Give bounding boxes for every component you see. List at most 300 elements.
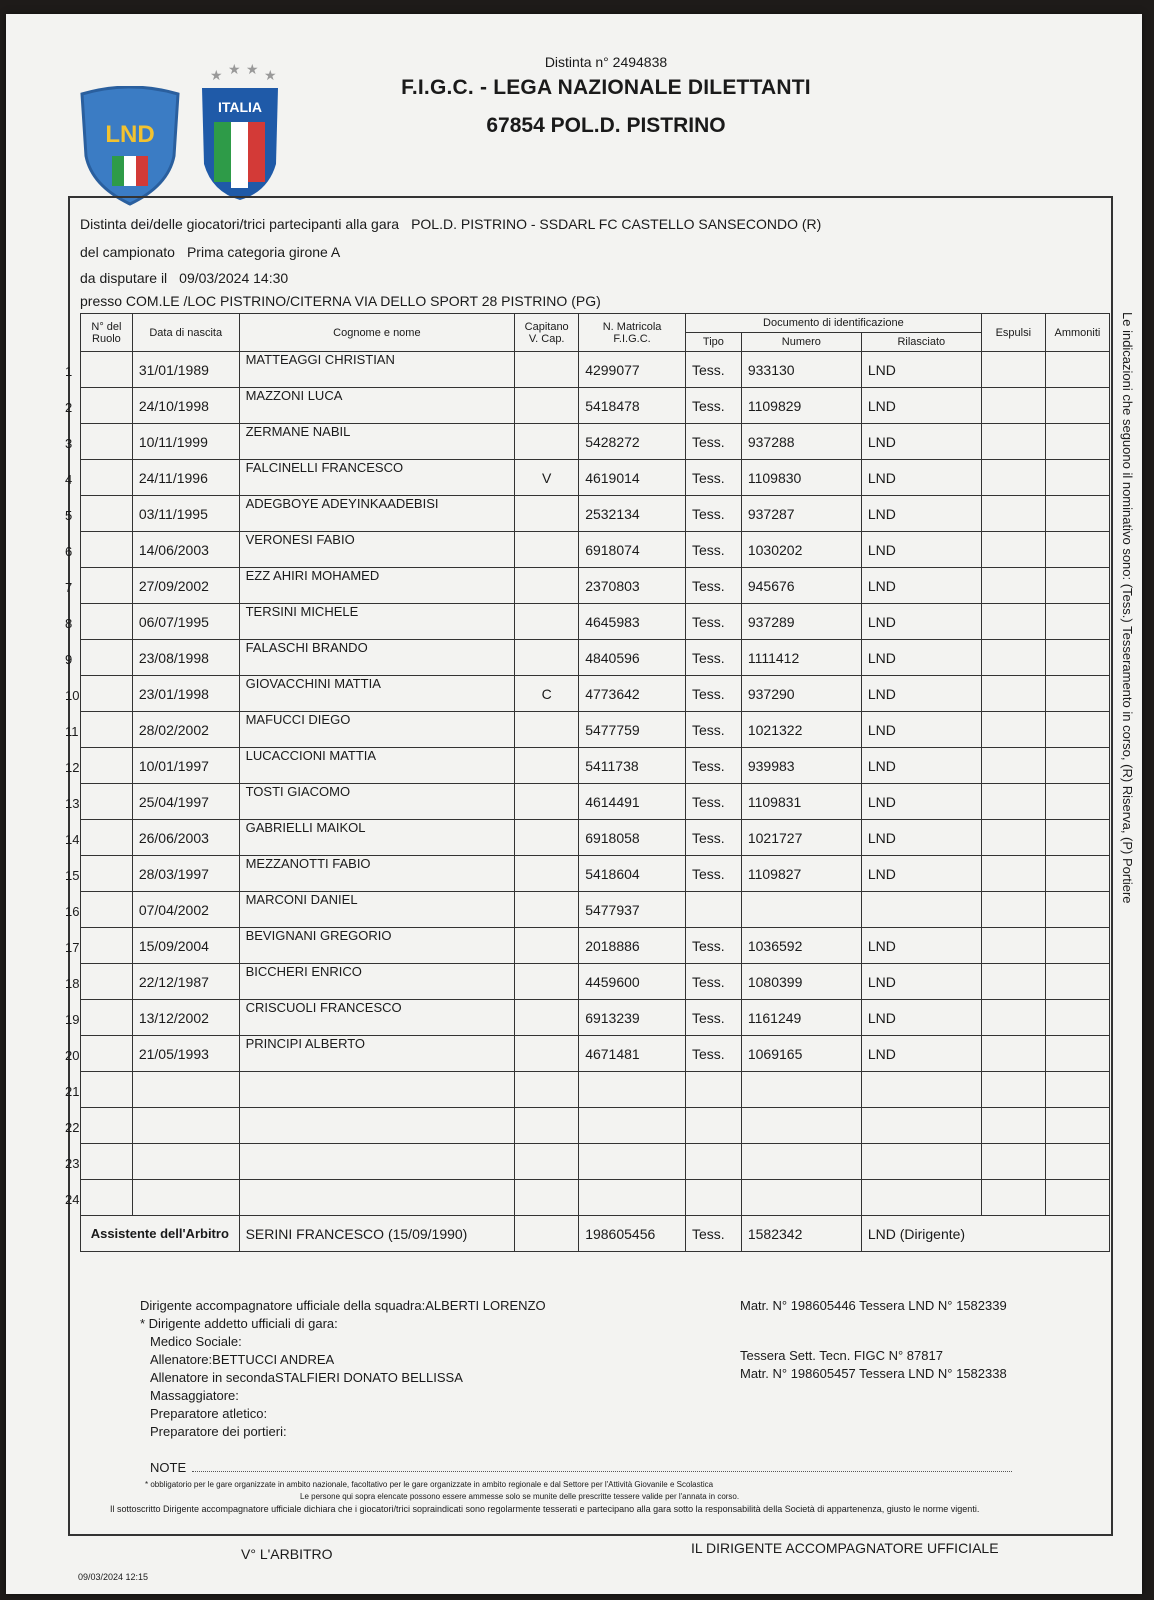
cell-esp xyxy=(981,712,1045,748)
cell-nasc: 14/06/2003 xyxy=(132,532,239,568)
cell-cap xyxy=(515,928,579,964)
cell-nasc: 28/03/1997 xyxy=(132,856,239,892)
cell-nasc: 10/11/1999 xyxy=(132,424,239,460)
table-row xyxy=(81,532,1110,568)
row-number: 24 xyxy=(65,1192,80,1207)
cell-tipo xyxy=(685,1108,741,1144)
row-number: 7 xyxy=(65,580,73,595)
cell-num: 937289 xyxy=(741,604,861,640)
cell-amm xyxy=(1045,496,1109,532)
cell-tipo: Tess. xyxy=(685,640,741,676)
cell-tipo: Tess. xyxy=(685,676,741,712)
cell-amm xyxy=(1045,1180,1109,1216)
cell-ril: LND xyxy=(861,388,981,424)
cell-esp xyxy=(981,784,1045,820)
cell-matr: 5418478 xyxy=(579,388,686,424)
col-documento: Documento di identificazione xyxy=(685,314,981,333)
cell-ruolo xyxy=(65,604,133,640)
table-row xyxy=(81,568,1110,604)
cell-num: 1109831 xyxy=(741,784,861,820)
row-number: 3 xyxy=(65,436,73,451)
svg-text:★: ★ xyxy=(264,67,277,83)
assistente-ril: LND (Dirigente) xyxy=(861,1216,1109,1252)
cell-nasc xyxy=(132,1180,239,1216)
assistente-row xyxy=(81,1216,1110,1252)
cell-ril: LND xyxy=(861,496,981,532)
cell-num: 1036592 xyxy=(741,928,861,964)
cell-esp xyxy=(981,568,1045,604)
row-number: 12 xyxy=(65,760,80,775)
cell-cap xyxy=(515,784,579,820)
cell-nome xyxy=(239,1144,515,1180)
cell-nome: MATTEAGGI CHRISTIAN xyxy=(239,352,515,388)
table-row xyxy=(81,496,1110,532)
cell-ril: LND xyxy=(861,1000,981,1036)
cell-nasc: 15/09/2004 xyxy=(132,928,239,964)
cell-esp xyxy=(981,676,1045,712)
cell-num xyxy=(741,1180,861,1216)
row-number: 11 xyxy=(65,724,79,739)
cell-nasc: 07/04/2002 xyxy=(132,892,239,928)
cell-esp xyxy=(981,460,1045,496)
cell-nome: TOSTI GIACOMO xyxy=(239,784,515,820)
cell-cap xyxy=(515,424,579,460)
cell-nome: ADEGBOYE ADEYINKAADEBISI xyxy=(239,496,515,532)
row-number: 6 xyxy=(65,544,73,559)
cell-amm xyxy=(1045,388,1109,424)
cell-amm xyxy=(1045,892,1109,928)
cell-ruolo xyxy=(65,352,133,388)
cell-tipo: Tess. xyxy=(685,964,741,1000)
cell-cap xyxy=(515,1036,579,1072)
cell-cap xyxy=(515,532,579,568)
cell-matr: 6918074 xyxy=(579,532,686,568)
cell-esp xyxy=(981,424,1045,460)
cell-ruolo xyxy=(65,640,133,676)
table-row xyxy=(81,1072,1110,1108)
cell-cap xyxy=(515,1180,579,1216)
cell-ril: LND xyxy=(861,424,981,460)
col-capitano: Capitano V. Cap. xyxy=(515,314,579,352)
cell-cap xyxy=(515,856,579,892)
cell-matr: 6918058 xyxy=(579,820,686,856)
cell-nome: MAFUCCI DIEGO xyxy=(239,712,515,748)
cell-esp xyxy=(981,1108,1045,1144)
row-number: 19 xyxy=(65,1012,80,1027)
cell-matr xyxy=(579,1108,686,1144)
cell-amm xyxy=(1045,1144,1109,1180)
cell-ril: LND xyxy=(861,784,981,820)
staff-dirigente-matr: Matr. N° 198605446 Tessera LND N° 1582339 xyxy=(740,1298,1007,1313)
cell-matr: 4840596 xyxy=(579,640,686,676)
players-table xyxy=(65,313,1110,1252)
cell-ruolo xyxy=(65,388,133,424)
cell-num: 1069165 xyxy=(741,1036,861,1072)
cell-matr: 4619014 xyxy=(579,460,686,496)
cell-esp xyxy=(981,1036,1045,1072)
cell-amm xyxy=(1045,676,1109,712)
table-row xyxy=(81,676,1110,712)
cell-amm xyxy=(1045,1108,1109,1144)
cell-num: 1161249 xyxy=(741,1000,861,1036)
cell-tipo: Tess. xyxy=(685,928,741,964)
cell-ril: LND xyxy=(861,748,981,784)
cell-matr xyxy=(579,1144,686,1180)
cell-amm xyxy=(1045,640,1109,676)
cell-tipo: Tess. xyxy=(685,604,741,640)
cell-ruolo xyxy=(65,892,133,928)
cell-matr: 2532134 xyxy=(579,496,686,532)
cell-nome: MARCONI DANIEL xyxy=(239,892,515,928)
cell-amm xyxy=(1045,784,1109,820)
cell-num: 1021322 xyxy=(741,712,861,748)
cell-nasc: 31/01/1989 xyxy=(132,352,239,388)
cell-nome: GABRIELLI MAIKOL xyxy=(239,820,515,856)
table-row xyxy=(81,784,1110,820)
cell-nasc xyxy=(132,1144,239,1180)
table-row xyxy=(81,604,1110,640)
cell-esp xyxy=(981,856,1045,892)
cell-ril: LND xyxy=(861,712,981,748)
staff-massaggiatore: Massaggiatore: xyxy=(150,1388,239,1403)
cell-nasc xyxy=(132,1108,239,1144)
cell-ruolo xyxy=(65,460,133,496)
cell-esp xyxy=(981,1180,1045,1216)
cell-ril: LND xyxy=(861,568,981,604)
cell-nasc: 06/07/1995 xyxy=(132,604,239,640)
cell-ruolo xyxy=(65,1072,133,1108)
cell-num: 1111412 xyxy=(741,640,861,676)
cell-ril: LND xyxy=(861,640,981,676)
cell-nome: ZERMANE NABIL xyxy=(239,424,515,460)
cell-cap: V xyxy=(515,460,579,496)
cell-num: 945676 xyxy=(741,568,861,604)
cell-ruolo xyxy=(65,568,133,604)
cell-tipo xyxy=(685,892,741,928)
cell-nome: MEZZANOTTI FABIO xyxy=(239,856,515,892)
cell-nome: LUCACCIONI MATTIA xyxy=(239,748,515,784)
cell-num: 1109827 xyxy=(741,856,861,892)
cell-matr: 5477759 xyxy=(579,712,686,748)
table-row xyxy=(81,712,1110,748)
col-ammoniti: Ammoniti xyxy=(1045,314,1109,352)
col-numero: Numero xyxy=(741,333,861,352)
cell-matr: 2018886 xyxy=(579,928,686,964)
row-number: 8 xyxy=(65,616,73,631)
cell-tipo: Tess. xyxy=(685,712,741,748)
table-row xyxy=(81,388,1110,424)
row-number: 4 xyxy=(65,472,73,487)
cell-nome: VERONESI FABIO xyxy=(239,532,515,568)
staff-allenatore: Allenatore:BETTUCCI ANDREA xyxy=(150,1352,335,1367)
cell-num: 939983 xyxy=(741,748,861,784)
svg-text:LND: LND xyxy=(105,121,155,148)
cell-matr: 4773642 xyxy=(579,676,686,712)
distinta-sheet xyxy=(6,14,1142,1594)
row-number: 2 xyxy=(65,400,73,415)
staff-dirigente: Dirigente accompagnatore ufficiale della squadra:ALBERTI LORENZO xyxy=(140,1298,546,1313)
cell-matr xyxy=(579,1180,686,1216)
cell-ril xyxy=(861,1108,981,1144)
cell-ruolo xyxy=(65,676,133,712)
cell-ril: LND xyxy=(861,532,981,568)
cell-nasc: 22/12/1987 xyxy=(132,964,239,1000)
cell-matr: 4645983 xyxy=(579,604,686,640)
table-row xyxy=(81,748,1110,784)
table-row xyxy=(81,1000,1110,1036)
info-campionato: del campionato Prima categoria girone A xyxy=(80,244,341,260)
cell-tipo: Tess. xyxy=(685,1036,741,1072)
cell-matr: 5477937 xyxy=(579,892,686,928)
cell-ruolo xyxy=(65,424,133,460)
row-number: 15 xyxy=(65,868,80,883)
col-matricola: N. Matricola F.I.G.C. xyxy=(579,314,686,352)
staff-preparatore: Preparatore atletico: xyxy=(150,1406,268,1421)
row-number: 21 xyxy=(65,1084,80,1099)
svg-text:★: ★ xyxy=(246,64,259,77)
cell-matr: 5428272 xyxy=(579,424,686,460)
svg-text:★: ★ xyxy=(210,67,223,83)
cell-nome xyxy=(239,1072,515,1108)
cell-tipo: Tess. xyxy=(685,496,741,532)
table-row xyxy=(81,460,1110,496)
cell-cap xyxy=(515,496,579,532)
cell-nasc: 03/11/1995 xyxy=(132,496,239,532)
staff-medico: Medico Sociale: xyxy=(150,1334,242,1349)
table-row xyxy=(81,1108,1110,1144)
cell-nome xyxy=(239,1180,515,1216)
svg-text:ITALIA: ITALIA xyxy=(217,99,263,115)
cell-esp xyxy=(981,388,1045,424)
cell-num xyxy=(741,1144,861,1180)
cell-ruolo xyxy=(65,1108,133,1144)
cell-esp xyxy=(981,640,1045,676)
row-number: 10 xyxy=(65,688,80,703)
cell-nome xyxy=(239,1108,515,1144)
info-data: da disputare il 09/03/2024 14:30 xyxy=(80,270,289,286)
cell-ruolo xyxy=(65,748,133,784)
cell-cap xyxy=(515,1108,579,1144)
cell-cap xyxy=(515,712,579,748)
cell-ruolo xyxy=(65,712,133,748)
cell-esp xyxy=(981,964,1045,1000)
row-number: 14 xyxy=(65,832,80,847)
assistente-matr: 198605456 xyxy=(579,1216,686,1252)
dirigente-signature-label: IL DIRIGENTE ACCOMPAGNATORE UFFICIALE xyxy=(691,1540,999,1556)
cell-tipo xyxy=(685,1144,741,1180)
cell-tipo: Tess. xyxy=(685,820,741,856)
cell-num xyxy=(741,1072,861,1108)
table-row xyxy=(81,856,1110,892)
cell-tipo: Tess. xyxy=(685,784,741,820)
cell-tipo: Tess. xyxy=(685,568,741,604)
table-row xyxy=(81,1144,1110,1180)
declaration: Il sottoscritto Dirigente accompagnatore ufficiale dichiara che i giocatori/trici sopraindicati sono regolarmente tesserati e partecipano alla gara sotto la responsabilità della Società di appartenenza, giusto le norme vigenti. xyxy=(110,1504,980,1514)
cell-esp xyxy=(981,892,1045,928)
cell-esp xyxy=(981,532,1045,568)
cell-esp xyxy=(981,604,1045,640)
row-number: 20 xyxy=(65,1048,80,1063)
footnote-1: * obbligatorio per le gare organizzate in ambito nazionale, facoltativo per le gare organizzate in ambito regionale e dal Settore per l'Attività Giovanile e Scolastica xyxy=(145,1480,714,1489)
cell-cap xyxy=(515,388,579,424)
assistente-num: 1582342 xyxy=(741,1216,861,1252)
legend-sidebar: Le indicazioni che seguono il nominativo sono: (Tess.) Tesseramento in corso, (R) Riserva, (P) Portiere xyxy=(1120,312,1135,904)
cell-cap xyxy=(515,640,579,676)
cell-num: 1080399 xyxy=(741,964,861,1000)
cell-ruolo xyxy=(65,1036,133,1072)
cell-num: 1021727 xyxy=(741,820,861,856)
cell-amm xyxy=(1045,820,1109,856)
cell-nasc: 23/08/1998 xyxy=(132,640,239,676)
cell-nome: BICCHERI ENRICO xyxy=(239,964,515,1000)
table-row xyxy=(81,928,1110,964)
cell-ril: LND xyxy=(861,928,981,964)
note-label: NOTE xyxy=(150,1460,1012,1475)
cell-nasc: 13/12/2002 xyxy=(132,1000,239,1036)
cell-ril xyxy=(861,1144,981,1180)
cell-esp xyxy=(981,1144,1045,1180)
distinta-number: Distinta n° 2494838 xyxy=(544,54,668,70)
cell-nasc: 28/02/2002 xyxy=(132,712,239,748)
row-number: 18 xyxy=(65,976,80,991)
cell-nasc: 10/01/1997 xyxy=(132,748,239,784)
cell-ril: LND xyxy=(861,964,981,1000)
staff-seconda: Allenatore in secondaSTALFIERI DONATO BELLISSA xyxy=(150,1370,463,1385)
cell-nome: PRINCIPI ALBERTO xyxy=(239,1036,515,1072)
row-number: 16 xyxy=(65,904,80,919)
cell-tipo: Tess. xyxy=(685,424,741,460)
cell-tipo: Tess. xyxy=(685,748,741,784)
cell-ruolo xyxy=(65,784,133,820)
cell-amm xyxy=(1045,856,1109,892)
cell-matr: 4614491 xyxy=(579,784,686,820)
cell-cap xyxy=(515,1144,579,1180)
row-number: 17 xyxy=(65,940,80,955)
cell-amm xyxy=(1045,532,1109,568)
cell-nome: CRISCUOLI FRANCESCO xyxy=(239,1000,515,1036)
print-timestamp: 09/03/2024 12:15 xyxy=(78,1572,149,1582)
cell-cap xyxy=(515,964,579,1000)
row-number: 13 xyxy=(65,796,80,811)
cell-nome: FALCINELLI FRANCESCO xyxy=(239,460,515,496)
cell-esp xyxy=(981,748,1045,784)
cell-ruolo xyxy=(65,964,133,1000)
table-row xyxy=(81,640,1110,676)
cell-cap: C xyxy=(515,676,579,712)
cell-nasc: 25/04/1997 xyxy=(132,784,239,820)
cell-amm xyxy=(1045,352,1109,388)
cell-tipo xyxy=(685,1180,741,1216)
cell-cap xyxy=(515,1000,579,1036)
cell-nome: FALASCHI BRANDO xyxy=(239,640,515,676)
gara-value: POL.D. PISTRINO - SSDARL FC CASTELLO SANSECONDO (R) xyxy=(411,216,822,232)
team-name: 67854 POL.D. PISTRINO xyxy=(486,114,726,137)
cell-cap xyxy=(515,748,579,784)
cell-ril xyxy=(861,892,981,928)
cell-nome: TERSINI MICHELE xyxy=(239,604,515,640)
cell-num: 1030202 xyxy=(741,532,861,568)
document-header xyxy=(346,54,866,138)
cell-matr: 5411738 xyxy=(579,748,686,784)
cell-ril: LND xyxy=(861,460,981,496)
cell-cap xyxy=(515,604,579,640)
cell-ril: LND xyxy=(861,352,981,388)
cell-ruolo xyxy=(65,1000,133,1036)
cell-num: 1109830 xyxy=(741,460,861,496)
row-number: 5 xyxy=(65,508,73,523)
staff-allenatore-tessera: Tessera Sett. Tecn. FIGC N° 87817 xyxy=(740,1348,943,1363)
cell-nasc: 23/01/1998 xyxy=(132,676,239,712)
cell-ril xyxy=(861,1072,981,1108)
cell-ruolo xyxy=(65,496,133,532)
main-frame xyxy=(65,196,1113,1536)
cell-amm xyxy=(1045,964,1109,1000)
table-row xyxy=(81,1180,1110,1216)
cell-cap xyxy=(515,820,579,856)
cell-num: 933130 xyxy=(741,352,861,388)
cell-ruolo xyxy=(65,532,133,568)
cell-ruolo xyxy=(65,1180,133,1216)
col-tipo: Tipo xyxy=(685,333,741,352)
cell-tipo: Tess. xyxy=(685,352,741,388)
row-number: 23 xyxy=(65,1156,80,1171)
assistente-label: Assistente dell'Arbitro xyxy=(81,1216,240,1252)
cell-tipo: Tess. xyxy=(685,460,741,496)
cell-matr: 4671481 xyxy=(579,1036,686,1072)
cell-tipo: Tess. xyxy=(685,388,741,424)
cell-amm xyxy=(1045,928,1109,964)
cell-nome: GIOVACCHINI MATTIA xyxy=(239,676,515,712)
cell-amm xyxy=(1045,1072,1109,1108)
footnote-2: Le persone qui sopra elencate possono essere ammesse solo se munite delle prescritte tessere valide per l'annata in corso. xyxy=(300,1492,740,1501)
cell-nasc: 24/10/1998 xyxy=(132,388,239,424)
cell-num: 1109829 xyxy=(741,388,861,424)
table-row xyxy=(81,964,1110,1000)
cell-nome: EZZ AHIRI MOHAMED xyxy=(239,568,515,604)
cell-amm xyxy=(1045,604,1109,640)
cell-ruolo xyxy=(65,856,133,892)
table-row xyxy=(81,820,1110,856)
cell-nasc: 27/09/2002 xyxy=(132,568,239,604)
cell-ril xyxy=(861,1180,981,1216)
cell-amm xyxy=(1045,1036,1109,1072)
cell-ruolo xyxy=(65,928,133,964)
cell-tipo: Tess. xyxy=(685,856,741,892)
table-row xyxy=(81,424,1110,460)
cell-num xyxy=(741,1108,861,1144)
cell-matr: 5418604 xyxy=(579,856,686,892)
cell-amm xyxy=(1045,568,1109,604)
cell-cap xyxy=(515,1072,579,1108)
cell-esp xyxy=(981,352,1045,388)
staff-seconda-matr: Matr. N° 198605457 Tessera LND N° 1582338 xyxy=(740,1366,1007,1381)
arbitro-signature-label: V° L'ARBITRO xyxy=(241,1546,333,1562)
cell-matr: 4459600 xyxy=(579,964,686,1000)
cell-ril: LND xyxy=(861,604,981,640)
cell-num: 937290 xyxy=(741,676,861,712)
cell-ril: LND xyxy=(861,820,981,856)
row-number: 22 xyxy=(65,1120,80,1135)
document-title: F.I.G.C. - LEGA NAZIONALE DILETTANTI xyxy=(401,76,811,99)
cell-matr: 2370803 xyxy=(579,568,686,604)
cell-nasc: 24/11/1996 xyxy=(132,460,239,496)
col-ruolo: N° del Ruolo xyxy=(81,314,133,352)
cell-esp xyxy=(981,496,1045,532)
cell-ril: LND xyxy=(861,856,981,892)
cell-nome: MAZZONI LUCA xyxy=(239,388,515,424)
cell-matr: 6913239 xyxy=(579,1000,686,1036)
cell-ruolo xyxy=(65,1144,133,1180)
